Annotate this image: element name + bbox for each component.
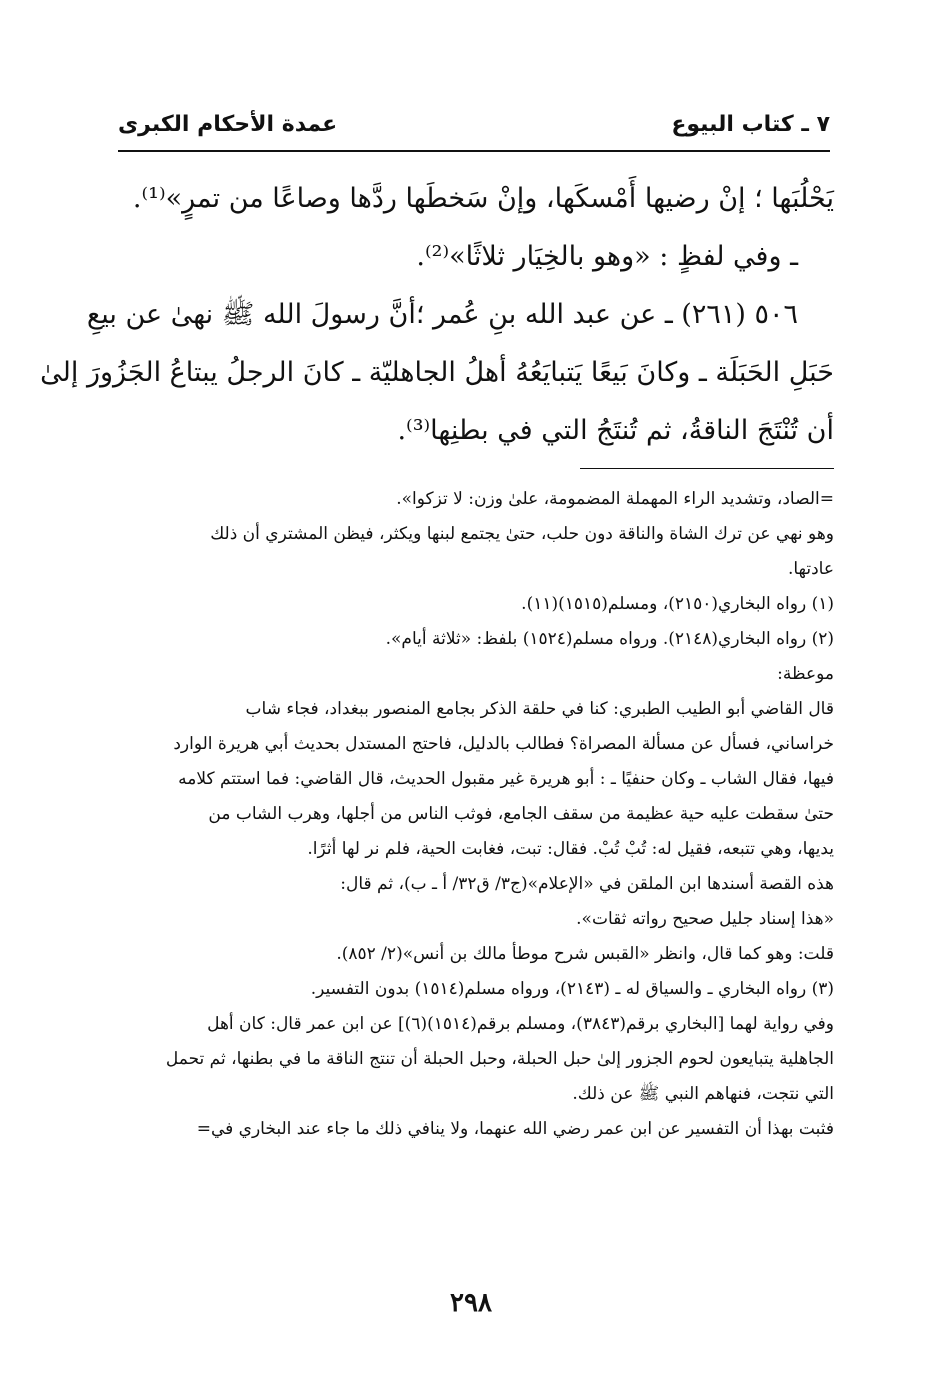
footnote-line: وهو نهي عن ترك الشاة والناقة دون حلب، حتىٰ يجتمع لبنها ويكثر، فيظن المشتري أن ذلك xyxy=(210,524,834,544)
page-number: ٢٩٨ xyxy=(450,1288,492,1318)
footnote-line: الجاهلية يتبايعون لحوم الجزور إلىٰ حبل الحبلة، وحبل الحبلة أن تنتج الناقة ما في بطنها، ثم تحمل xyxy=(165,1049,834,1069)
footnote-separator xyxy=(580,468,834,469)
footnote-line: «هذا إسناد جليل صحيح رواته ثقات». xyxy=(576,909,834,929)
running-header xyxy=(118,110,830,152)
footnote-line: عادتها. xyxy=(787,559,834,579)
book-title: عمدة الأحكام الكبرى xyxy=(118,112,338,137)
footnotes xyxy=(100,482,834,1147)
footnote-1: (١) رواه البخاري(٢١٥٠)، ومسلم(١٥١٥)(١١). xyxy=(521,594,834,614)
footnote-line: هذه القصة أسندها ابن الملقن في «الإعلام»(ج٣/ ق٣٢/ أ ـ ب)، ثم قال: xyxy=(340,874,834,894)
main-line: أن تُنْتَجَ الناقةُ، ثم تُنتَجُ التي في بطنِها⁽³⁾. xyxy=(397,415,834,446)
footnote-line: فثبت بهذا أن التفسير عن ابن عمر رضي الله عنهما، ولا ينافي ذلك ما جاء عند البخاري في= xyxy=(196,1119,834,1139)
main-text xyxy=(40,170,834,460)
footnote-line: التي نتجت، فنهاهم النبي ﷺ عن ذلك. xyxy=(572,1084,834,1104)
main-line: يَحْلُبَها ؛ إنْ رضيها أَمْسكَها، وإنْ سَخطَها ردَّها وصاعًا من تمرٍ»⁽¹⁾. xyxy=(132,183,834,214)
mawiza-heading: موعظة: xyxy=(777,664,834,684)
footnote-line: وفي رواية لهما [البخاري برقم(٣٨٤٣)، ومسلم برقم(١٥١٤)(٦)] عن ابن عمر قال: كان أهل xyxy=(207,1014,834,1034)
main-line: حَبَلِ الحَبَلَة ـ وكانَ بَيعًا يَتبايَعُهُ أهلُ الجاهليّة ـ كانَ الرجلُ يبتاعُ الجَزُورَ إلىٰ xyxy=(40,357,834,388)
footnote-3: (٣) رواه البخاري ـ والسياق له ـ (٢١٤٣)، ورواه مسلم(١٥١٤) بدون التفسير. xyxy=(310,979,834,999)
footnote-line: فيها، فقال الشاب ـ وكان حنفيًا ـ : أبو هريرة غير مقبول الحديث، قال القاضي: فما استتم كلامه xyxy=(178,769,834,789)
footnote-line: قلت: وهو كما قال، وانظر «القبس شرح موطأ مالك بن أنس»(٢/ ٨٥٢). xyxy=(336,944,834,964)
footnote-line: =الصاد، وتشديد الراء المهملة المضمومة، علىٰ وزن: لا تزكوا». xyxy=(396,489,834,509)
footnote-line: يديها، وهي تتبعه، فقيل له: تُبْ تُبْ. فقال: تبت، فغابت الحية، فلم نر لها أثرًا. xyxy=(307,839,834,859)
footnote-line: قال القاضي أبو الطيب الطبري: كنا في حلقة الذكر بجامع المنصور ببغداد، فجاء شاب xyxy=(245,699,834,719)
footnote-line: خراساني، فسأل عن مسألة المصراة؟ فطالب بالدليل، فاحتج المستدل بحديث أبي هريرة الوارد xyxy=(173,734,834,754)
footnote-2: (٢) رواه البخاري(٢١٤٨). ورواه مسلم(١٥٢٤) بلفظ: «ثلاثة أيام». xyxy=(385,629,834,649)
chapter-title: ٧ ـ كتاب البيوع xyxy=(671,112,830,137)
footnote-line: حتىٰ سقطت عليه حية عظيمة من سقف الجامع، فوثب الناس من أجلها، وهرب الشاب من xyxy=(208,804,834,824)
main-line: ـ وفي لفظٍ : «وهو بالخِيَار ثلاثًا»⁽²⁾. xyxy=(416,241,798,272)
hadith-506-line: ٥٠٦ (٢٦١) ـ عن عبد الله بنِ عُمر ؛أنَّ رسولَ الله ﷺ نهىٰ عن بيعِ xyxy=(86,299,798,330)
